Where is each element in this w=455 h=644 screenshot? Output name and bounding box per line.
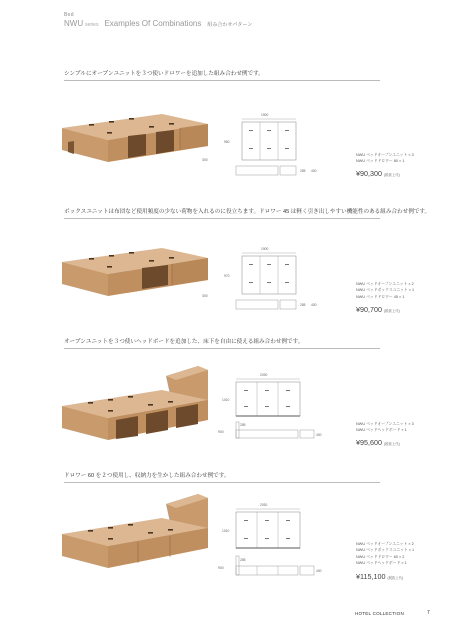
section-2-bed-illustration (62, 248, 212, 310)
section-3-bed-illustration (58, 362, 213, 452)
series-name: NWU (64, 19, 84, 28)
section-4-plan-drawing (220, 500, 330, 585)
elev-width-label: 400 (316, 569, 322, 573)
plan-width-label: 2030 (260, 373, 268, 377)
section-4-spec-list (356, 541, 414, 567)
tax-label: (税抜上代) (383, 173, 400, 177)
section-2-spec-list (356, 281, 414, 300)
spec-item: NWU ベッドオープンユニット × 2 (356, 542, 414, 546)
section-1-bed-illustration (62, 114, 212, 176)
spec-item: NWU ベッドボックスユニット × 1 (356, 548, 415, 553)
spec-item: NWU ベッドヘッドボード × 1 (356, 561, 407, 566)
section-3-scale: 900 (218, 430, 224, 434)
section-2-title: ボックスユニットは布団など使用頻度の少ない荷物を入れるのに役立ちます。ドロワー 45 は軽く引き出しやすい機能性のある組み合わせ例です。 (64, 209, 431, 215)
elev-height-label: 285 (300, 303, 306, 307)
category-label: Bed (64, 12, 74, 18)
section-1-price-line (356, 169, 400, 178)
spec-item: NWU ベッドオープンユニット × 3 (356, 153, 414, 157)
section-4-scale: 900 (218, 566, 224, 570)
spec-item: NWU ベッドボックスユニット × 1 (356, 288, 415, 293)
spec-item: NWU ベッドヘッドボード × 1 (356, 428, 407, 433)
plan-width-label: 1900 (261, 113, 269, 117)
tax-label: (税抜上代) (383, 309, 400, 313)
section-2-plan-drawing (224, 244, 334, 314)
section-3-rule (64, 348, 380, 349)
plan-width-label: 1900 (261, 247, 269, 251)
tax-label: (税抜上代) (383, 442, 400, 446)
section-4-title: ドロワー 60 を２つ使用し、収納力を生かした組み合わせ例です。 (64, 473, 230, 479)
footer-brand: HOTEL COLLECTION (355, 611, 404, 616)
plan-depth-label: 1010 (222, 529, 230, 533)
price: ¥115,100 (356, 572, 386, 581)
elev-height-label: 285 (300, 169, 306, 173)
elev-height-label: 285 (240, 558, 246, 562)
series-label: series (85, 22, 99, 28)
spec-item: NWU ベッドドロワー 80 × 1 (356, 159, 405, 164)
section-1-scale: 300 (202, 158, 208, 162)
section-3-spec-list (356, 421, 414, 434)
elev-width-label: 400 (311, 303, 317, 307)
section-1-spec-list (356, 152, 414, 165)
section-4-price-line (356, 572, 403, 581)
section-3-price-line (356, 438, 400, 447)
section-1-rule (64, 80, 380, 81)
elev-height-label: 285 (240, 423, 246, 427)
elev-width-label: 400 (316, 433, 322, 437)
plan-depth-label: 1010 (222, 398, 230, 402)
section-2-rule (64, 218, 380, 219)
price: ¥90,700 (356, 305, 382, 314)
elev-width-label: 400 (311, 169, 317, 173)
section-1-title: シンプルにオープンユニットを３つ使いドロワーを追加した組み合わせ例です。 (64, 71, 264, 77)
plan-depth-label: 970 (224, 274, 230, 278)
section-2-scale: 300 (202, 294, 208, 298)
section-3-title: オープンユニットを３つ使いヘッドボードを追加した、床下を自由に使える組み合わせ例です。 (64, 339, 304, 345)
spec-item: NWU ベッドドロワー 60 × 2 (356, 554, 405, 559)
price: ¥90,300 (356, 169, 382, 178)
section-3-plan-drawing (220, 370, 330, 450)
section-1-plan-drawing (224, 110, 334, 180)
spec-item: NWU ベッドオープンユニット × 2 (356, 282, 414, 286)
tax-label: (税抜上代) (387, 576, 404, 580)
page-number: 7 (427, 610, 430, 616)
spec-item: NWU ベッドドロワー 45 × 1 (356, 294, 405, 299)
page-title: Examples Of Combinations (104, 19, 202, 28)
page-header (64, 19, 252, 28)
page-title-jp: 組み合わせパターン (207, 22, 253, 28)
plan-depth-label: 960 (224, 140, 230, 144)
section-4-rule (64, 482, 380, 483)
plan-width-label: 2030 (260, 503, 268, 507)
section-4-bed-illustration (58, 490, 213, 580)
price: ¥95,600 (356, 438, 382, 447)
section-2-price-line (356, 305, 400, 314)
spec-item: NWU ベッドオープンユニット × 3 (356, 422, 414, 426)
